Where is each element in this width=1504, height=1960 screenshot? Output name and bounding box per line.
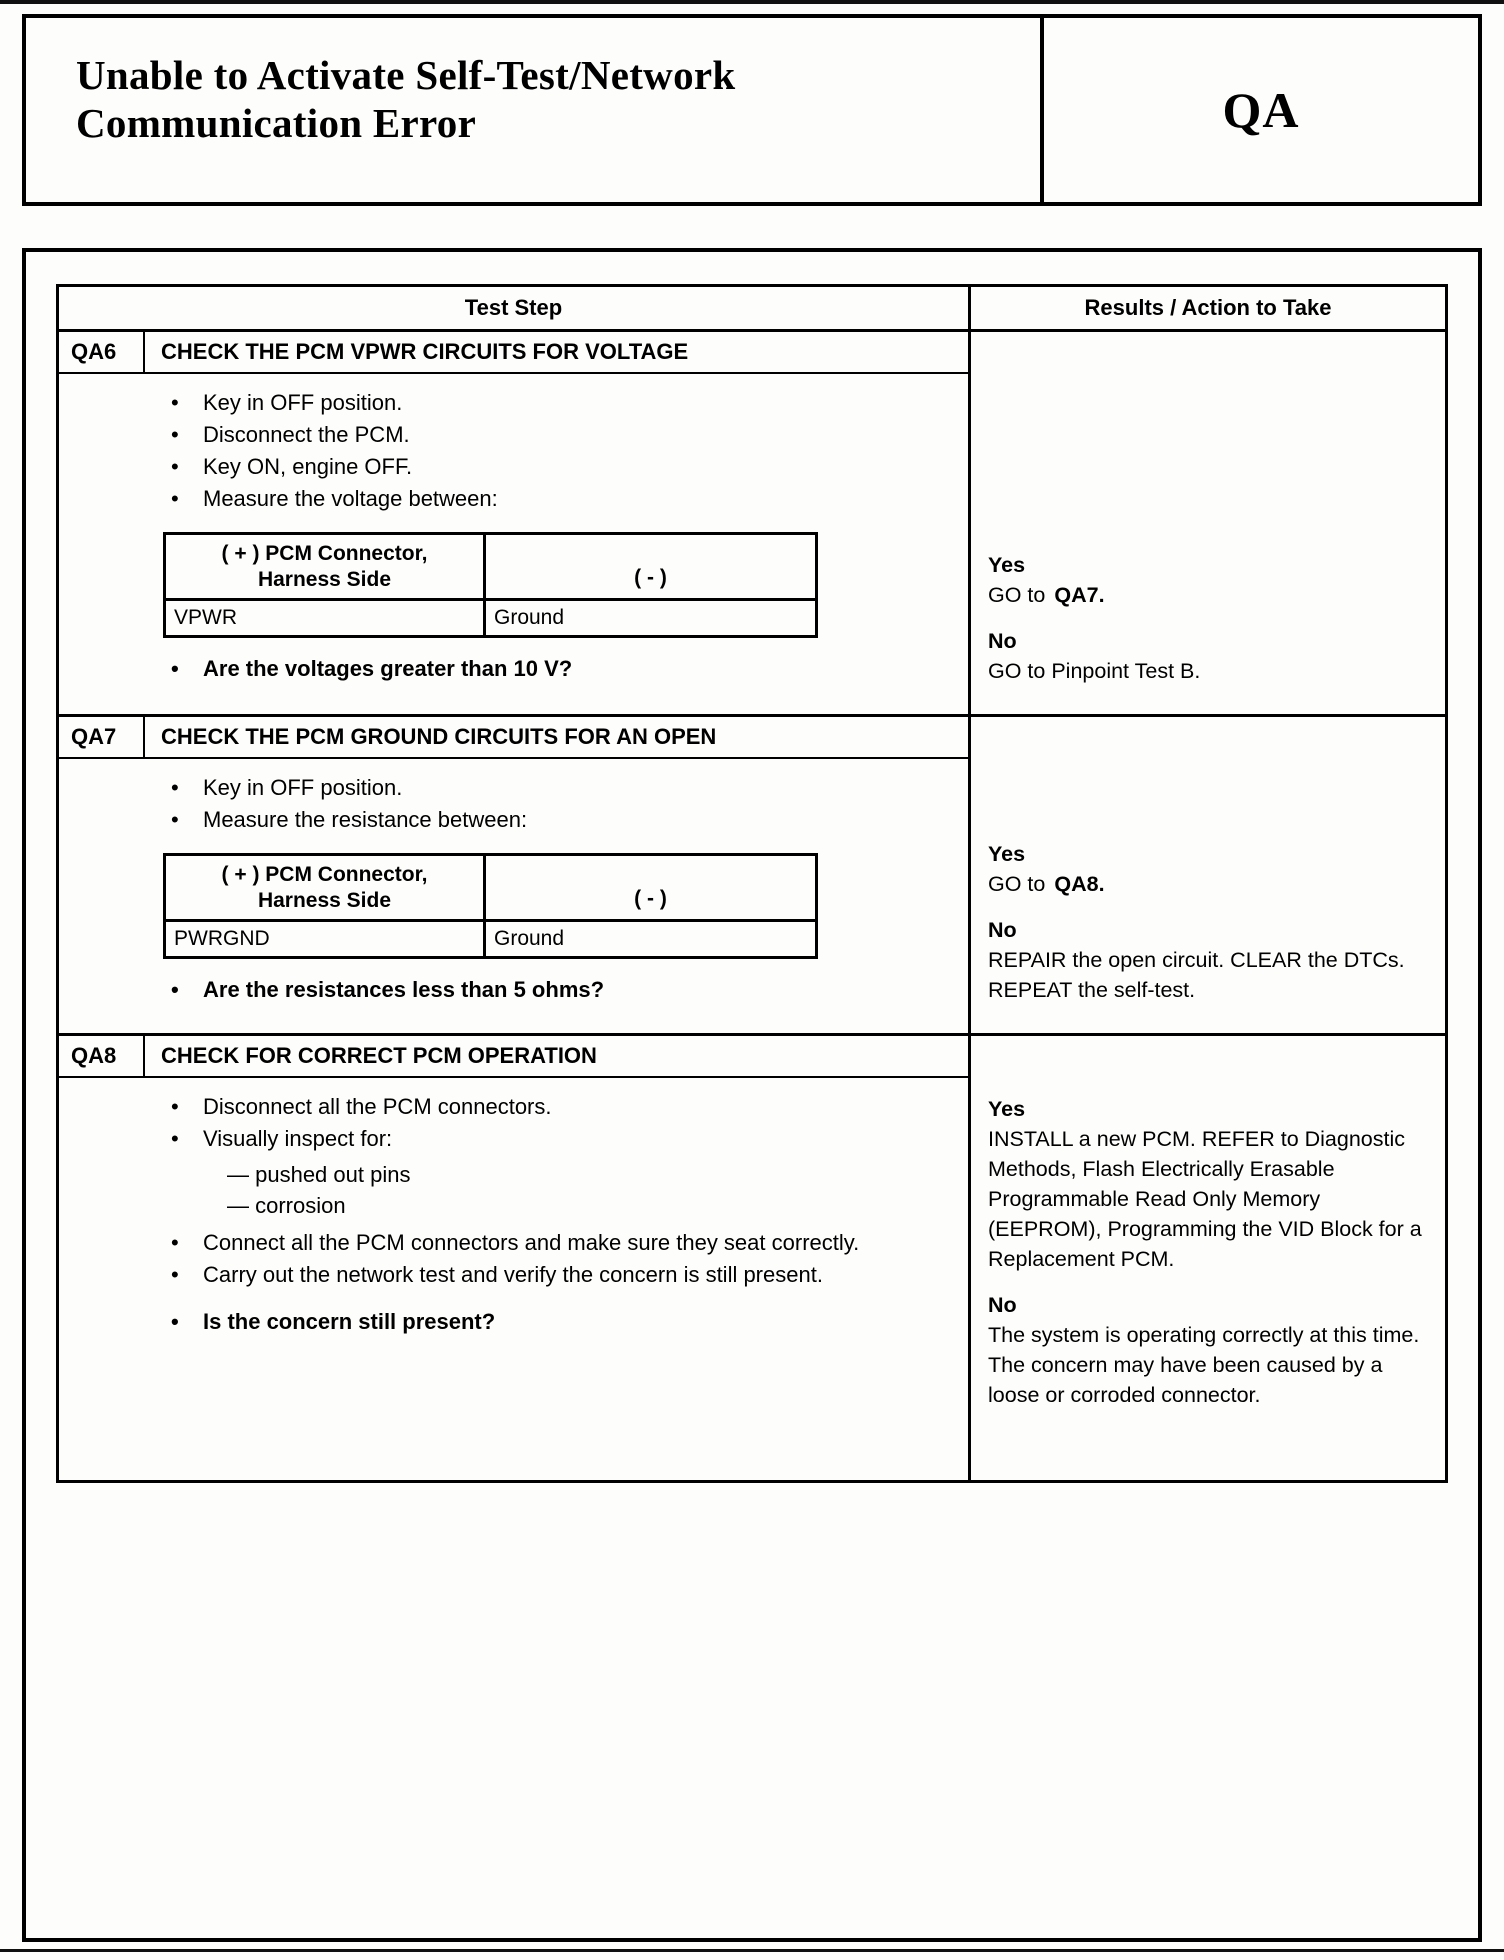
connector-table-row xyxy=(165,921,817,958)
instruction-item: • Connect all the PCM connectors and make sure they seat correctly. xyxy=(163,1227,954,1259)
result-no-label: No xyxy=(988,918,1017,942)
page-title-text: Unable to Activate Self-Test/Network Communication Error xyxy=(76,52,736,146)
result-yes-label: Yes xyxy=(988,842,1026,866)
qa8-results-cell xyxy=(971,1036,1445,1480)
connector-minus-value: Ground xyxy=(485,600,817,637)
qa7-connector-table xyxy=(163,853,818,959)
column-header-results: Results / Action to Take xyxy=(1084,295,1332,320)
qa6-step-header xyxy=(59,332,968,374)
connector-table-header-row xyxy=(165,534,817,600)
qa6-results-cell xyxy=(971,332,1445,714)
qa8-question: • Is the concern still present? xyxy=(163,1307,954,1337)
qa7-step-body xyxy=(59,759,968,1033)
instruction-item: • Measure the resistance between: xyxy=(163,804,954,836)
qa8-step-id: QA8 xyxy=(59,1036,145,1076)
qa8-yes-result xyxy=(988,1094,1431,1274)
connector-plus-header-line1: ( + ) PCM Connector, xyxy=(221,542,428,565)
document-header xyxy=(22,14,1482,206)
result-no-action: REPAIR the open circuit. CLEAR the DTCs. REPEAT the self-test. xyxy=(988,948,1405,1002)
sub-item: — pushed out pins xyxy=(227,1162,411,1187)
result-action-ref: QA8. xyxy=(1054,872,1105,896)
table-header-row xyxy=(59,287,1445,332)
qa7-no-result xyxy=(988,915,1431,1005)
connector-plus-header xyxy=(165,855,485,921)
test-step-row-qa7 xyxy=(59,717,1445,1036)
pinpoint-test-code: QA xyxy=(1040,18,1478,202)
scan-edge-top xyxy=(0,0,1504,4)
connector-plus-header-line1: ( + ) PCM Connector, xyxy=(221,863,428,886)
pinpoint-test-table xyxy=(56,284,1448,1483)
connector-plus-header xyxy=(165,534,485,600)
instruction-item: • Carry out the network test and verify the concern is still present. xyxy=(163,1259,954,1291)
sub-item: — corrosion xyxy=(227,1193,346,1218)
qa6-test-step-cell xyxy=(59,332,971,714)
qa7-question: • Are the resistances less than 5 ohms? xyxy=(163,975,954,1005)
qa8-step-header xyxy=(59,1036,968,1078)
qa8-instructions-b xyxy=(163,1227,954,1291)
instruction-item: • Disconnect the PCM. xyxy=(163,419,954,451)
qa6-step-id: QA6 xyxy=(59,332,145,372)
qa7-yes-result xyxy=(988,839,1431,899)
connector-minus-header: ( - ) xyxy=(485,855,817,921)
qa6-instructions xyxy=(163,387,954,515)
instruction-item: • Key in OFF position. xyxy=(163,772,954,804)
qa6-step-body xyxy=(59,374,968,714)
connector-minus-header: ( - ) xyxy=(485,534,817,600)
instruction-item: • Key in OFF position. xyxy=(163,387,954,419)
connector-table-header-row xyxy=(165,855,817,921)
qa8-step-title: CHECK FOR CORRECT PCM OPERATION xyxy=(161,1043,597,1068)
result-action-text: GO to xyxy=(988,583,1046,607)
qa7-step-title: CHECK THE PCM GROUND CIRCUITS FOR AN OPEN xyxy=(161,724,717,749)
qa7-instructions xyxy=(163,772,954,836)
instruction-item: • Key ON, engine OFF. xyxy=(163,451,954,483)
connector-minus-value: Ground xyxy=(485,921,817,958)
instruction-item: • Disconnect all the PCM connectors. xyxy=(163,1091,954,1123)
result-action-text: GO to xyxy=(988,872,1046,896)
result-no-label: No xyxy=(988,1293,1017,1317)
connector-plus-value: VPWR xyxy=(165,600,485,637)
qa8-instructions-a xyxy=(163,1091,954,1155)
qa8-step-body xyxy=(59,1078,968,1480)
qa6-connector-table xyxy=(163,532,818,638)
page-title xyxy=(26,18,1040,202)
result-no-action: GO to Pinpoint Test B. xyxy=(988,659,1201,683)
content-frame xyxy=(22,248,1482,1942)
instruction-item: • Visually inspect for: xyxy=(163,1123,954,1155)
qa8-inspect-sub-items xyxy=(227,1159,954,1221)
qa7-results-cell xyxy=(971,717,1445,1033)
result-yes-action: INSTALL a new PCM. REFER to Diagnostic Methods, Flash Electrically Erasable Programmable Read Only Memory (EEPROM), Programming the VID Block for a Replacement PCM. xyxy=(988,1127,1422,1271)
qa7-step-header xyxy=(59,717,968,759)
result-action-ref: QA7. xyxy=(1054,583,1105,607)
result-no-label: No xyxy=(988,629,1017,653)
result-no-action: The system is operating correctly at this time. The concern may have been caused by a loose or corroded connector. xyxy=(988,1323,1420,1407)
test-step-row-qa8 xyxy=(59,1036,1445,1480)
qa8-test-step-cell xyxy=(59,1036,971,1480)
column-header-test-step: Test Step xyxy=(59,287,971,329)
scan-edge-bottom xyxy=(0,1949,1504,1952)
qa6-step-title: CHECK THE PCM VPWR CIRCUITS FOR VOLTAGE xyxy=(161,339,689,364)
result-yes-label: Yes xyxy=(988,1097,1026,1121)
instruction-item: • Measure the voltage between: xyxy=(163,483,954,515)
connector-table-row xyxy=(165,600,817,637)
qa7-step-id: QA7 xyxy=(59,717,145,757)
qa6-no-result xyxy=(988,626,1431,686)
connector-plus-header-line2: Harness Side xyxy=(257,568,392,591)
qa7-test-step-cell xyxy=(59,717,971,1033)
test-step-row-qa6 xyxy=(59,332,1445,717)
qa6-yes-result xyxy=(988,550,1431,610)
qa6-question: • Are the voltages greater than 10 V? xyxy=(163,654,954,684)
connector-plus-value: PWRGND xyxy=(165,921,485,958)
qa8-no-result xyxy=(988,1290,1431,1410)
result-yes-action xyxy=(988,580,1431,610)
result-yes-action xyxy=(988,869,1431,899)
connector-plus-header-line2: Harness Side xyxy=(257,889,392,912)
result-yes-label: Yes xyxy=(988,553,1026,577)
